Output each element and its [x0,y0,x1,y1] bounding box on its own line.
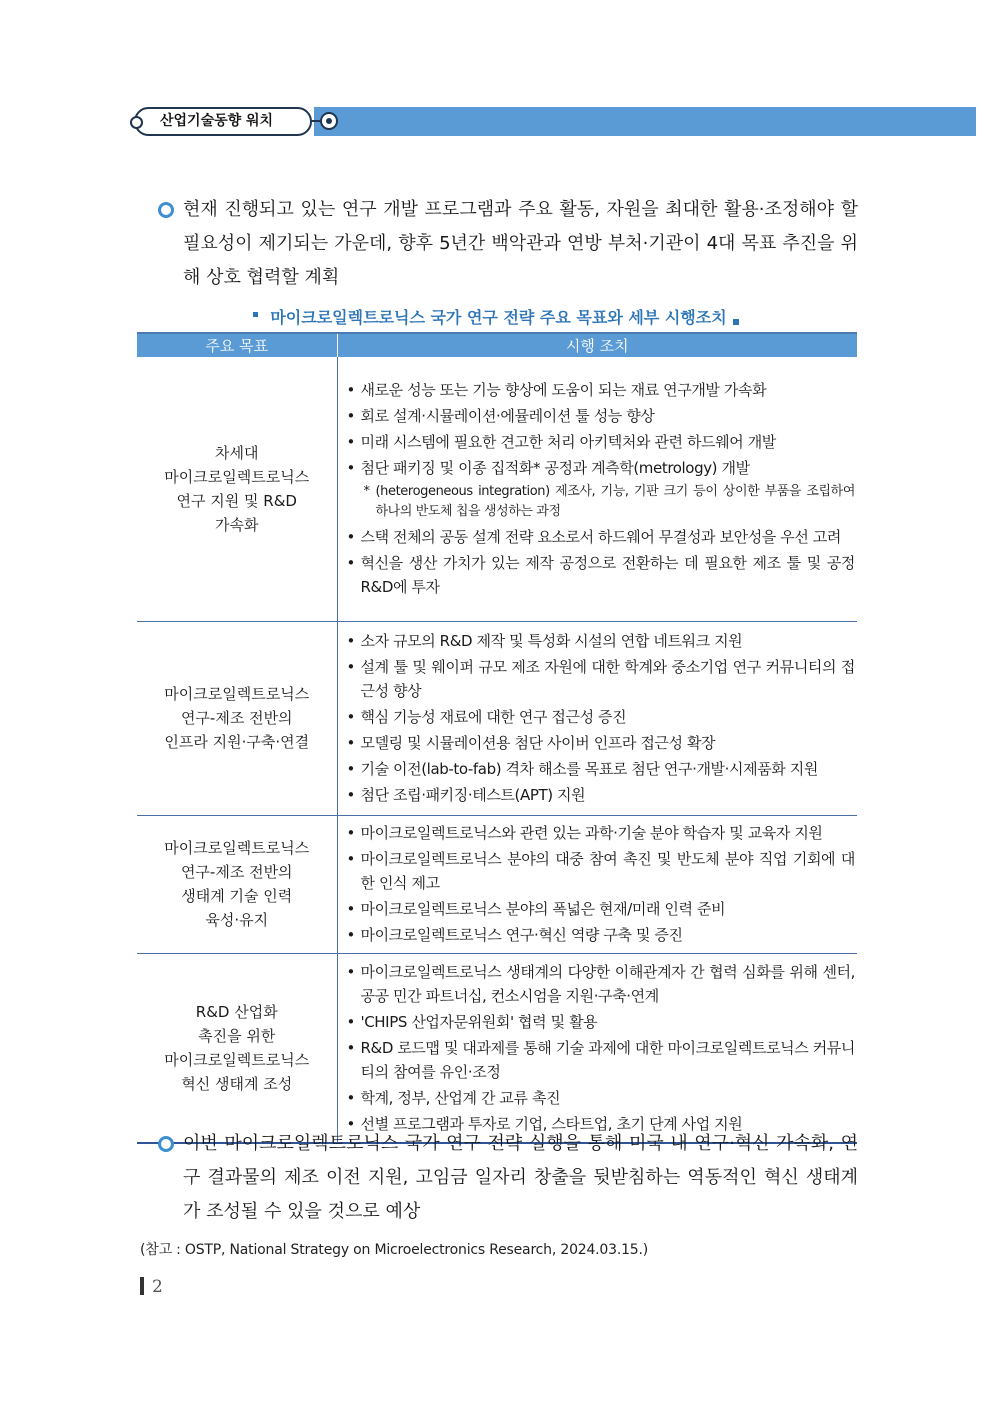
action-item: • 설계 툴 및 웨이퍼 규모 제조 자원에 대한 학계와 중소기업 연구 커뮤니티의 접근성 향상 [344,655,856,703]
action-item: • 'CHIPS 산업자문위원회' 협력 및 활용 [344,1010,856,1034]
goal-cell [137,621,337,815]
action-item: • 마이크로일렉트로닉스와 관련 있는 과학·기술 분야 학습자 및 교육자 지원 [344,821,856,845]
goal-line: 육성·유지 [205,911,269,929]
action-item: • 회로 설계·시뮬레이션·에뮬레이션 툴 성능 향상 [344,404,856,428]
page-number [140,1277,163,1297]
footnote-item: * (heterogeneous integration) 제조사, 기능, 기판 크기 등이 상이한 부품을 조립하여 하나의 반도체 칩을 생성하는 과정 [344,482,856,522]
action-item: • 선별 프로그램과 투자로 기업, 스타트업, 초기 단계 사업 지원 [344,1112,856,1136]
action-item: • 핵심 기능성 재료에 대한 연구 접근성 증진 [344,705,856,729]
caption-square-icon [733,319,739,325]
actions-cell [337,815,857,953]
table-row [137,953,857,1143]
goal-line: 연구 지원 및 R&D [176,491,297,510]
action-item: • 새로운 성능 또는 기능 향상에 도움이 되는 재료 연구개발 가속화 [344,378,856,402]
table-caption [0,305,992,328]
header-bar [314,107,976,136]
goal-line: 마이크로일렉트로닉스 [164,839,310,857]
action-item: • 마이크로일렉트로닉스 분야의 폭넓은 현재/미래 인력 준비 [344,897,856,921]
table-caption-text: 마이크로일렉트로닉스 국가 연구 전략 주요 목표와 세부 시행조치 [270,308,727,327]
action-item: • 혁신을 생산 가치가 있는 제작 공정으로 전환하는 데 필요한 제조 툴 및 공정 R&D에 투자 [344,551,856,599]
table-row [137,621,857,815]
table-row [137,357,857,621]
action-item: • 모델링 및 시뮬레이션용 첨단 사이버 인프라 접근성 확장 [344,731,856,755]
goal-line: 마이크로일렉트로닉스 [164,467,310,486]
goal-line: 혁신 생태계 조성 [181,1074,293,1093]
table-row [137,815,857,953]
goal-cell [137,953,337,1143]
actions-cell [337,953,857,1143]
action-item: • 스택 전체의 공동 설계 전략 요소로서 하드웨어 무결성과 보안성을 우선 고려 [344,525,856,549]
section-header [134,104,976,138]
goal-line: 인프라 지원·구축·연결 [164,733,310,751]
action-item: • 소자 규모의 R&D 제작 및 특성화 시설의 연합 네트워크 지원 [344,629,856,653]
action-item: • 마이크로일렉트로닉스 분야의 대중 참여 촉진 및 반도체 분야 직업 기회에 대한 인식 제고 [344,847,856,895]
goal-line: 연구-제조 전반의 [180,863,293,881]
actions-cell [337,357,857,621]
bullet-icon [158,202,174,218]
header-actions: 시행 조치 [337,333,857,357]
action-item: • 첨단 조립·패키징·테스트(APT) 지원 [344,783,856,807]
goal-cell [137,357,337,621]
table-header-row [137,333,857,357]
goal-line: 생태계 기술 인력 [181,887,293,905]
action-item: • 미래 시스템에 필요한 견고한 처리 아키텍처와 관련 하드웨어 개발 [344,430,856,454]
action-item: • R&D 로드맵 및 대과제를 통해 기술 과제에 대한 마이크로일렉트로닉스 커뮤니티의 참여를 유인·조정 [344,1036,856,1084]
goal-line: 연구-제조 전반의 [180,709,293,727]
intro-paragraph [158,193,858,295]
goal-line: R&D 산업화 [195,1002,278,1021]
caption-square-icon [253,312,258,317]
intro-text: 현재 진행되고 있는 연구 개발 프로그램과 주요 활동, 자원을 최대한 활용·조정해야 할 필요성이 제기되는 가운데, 향후 5년간 백악관과 연방 부처·기관이 4대 목표 추진을 위해 상호 협력할 계획 [183,199,858,288]
goal-cell [137,815,337,953]
bullet-icon [158,1136,174,1152]
action-item: • 학계, 정부, 산업계 간 교류 촉진 [344,1086,856,1110]
goal-line: 차세대 [215,443,259,462]
header-dot-right [320,112,338,130]
header-dot-left [130,116,143,129]
strategy-table [137,332,857,1144]
reference-note: (참고 : OSTP, National Strategy on Microelectronics Research, 2024.03.15.) [140,1242,649,1258]
action-item: • 기술 이전(lab-to-fab) 격차 해소를 목표로 첨단 연구·개발·시제품화 지원 [344,757,856,781]
action-item: • 마이크로일렉트로닉스 연구·혁신 역량 구축 및 증진 [344,923,856,947]
action-item: • 마이크로일렉트로닉스 생태계의 다양한 이해관계자 간 협력 심화를 위해 센터, 공공 민간 파트너십, 컨소시엄을 지원·구축·연계 [344,960,856,1008]
goal-line: 촉진을 위한 [198,1026,276,1045]
page-number-text: 2 [152,1277,163,1297]
goal-line: 마이크로일렉트로닉스 [164,685,310,703]
goal-line: 마이크로일렉트로닉스 [164,1050,310,1069]
actions-cell [337,621,857,815]
header-title: 산업기술동향 워치 [134,107,312,136]
conclusion-text: 이번 마이크로일렉트로닉스 국가 연구 전략 실행을 통해 미국 내 연구·혁신 가속화, 연구 결과물의 제조 이전 지원, 고임금 일자리 창출을 뒷받침하는 역동적인 혁신 생태계가 조성될 수 있을 것으로 예상 [183,1133,858,1222]
goal-line: 가속화 [215,515,259,534]
conclusion-paragraph [158,1127,858,1229]
header-goal: 주요 목표 [137,333,337,357]
action-item: • 첨단 패키징 및 이종 집적화* 공정과 계측학(metrology) 개발 [344,456,856,480]
page-marker-icon [140,1277,144,1295]
